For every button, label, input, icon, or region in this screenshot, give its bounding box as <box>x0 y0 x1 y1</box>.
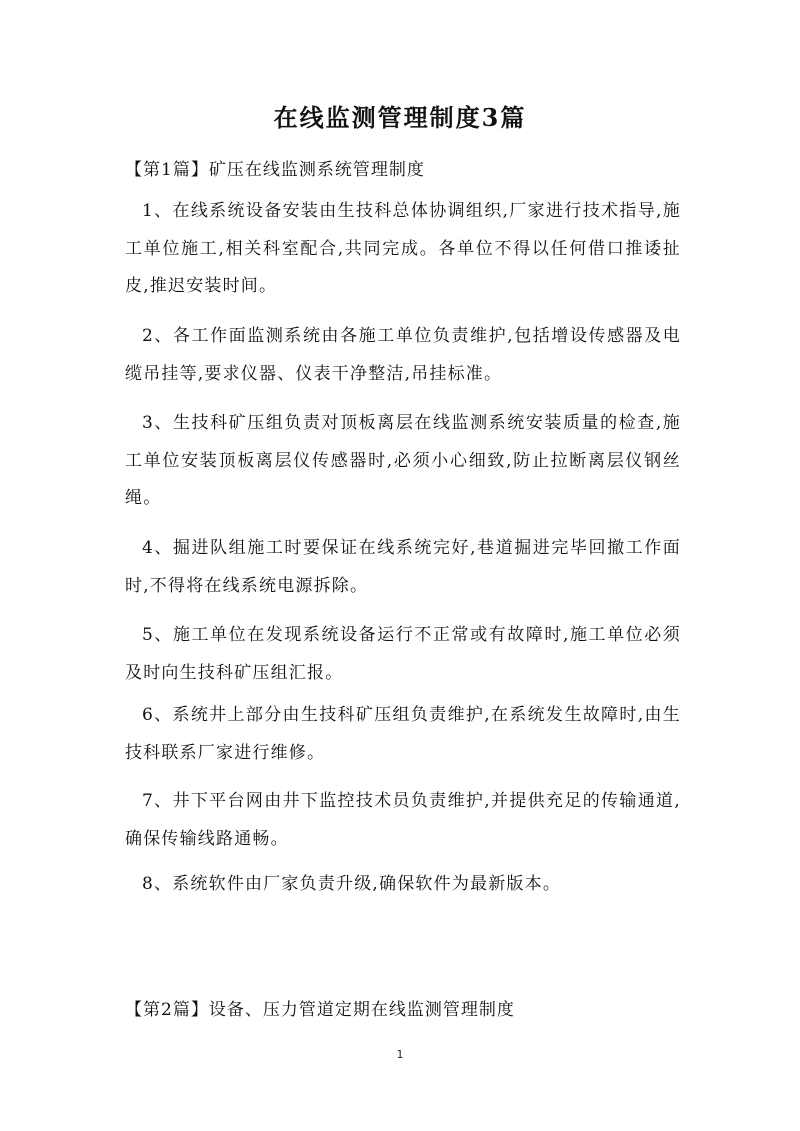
paragraph-5: 5、施工单位在发现系统设备运行不正常或有故障时,施工单位必须及时向生技科矿压组汇报。 <box>125 625 681 683</box>
document-title: 在线监测管理制度3篇 <box>273 103 527 132</box>
paragraph-4: 4、掘进队组施工时要保证在线系统完好,巷道掘进完毕回撤工作面时,不得将在线系统电源拆除。 <box>125 538 681 596</box>
paragraph-6: 6、系统井上部分由生技科矿压组负责维护,在系统发生故障时,由生技科联系厂家进行维修。 <box>125 705 681 763</box>
paragraph-8: 8、系统软件由厂家负责升级,确保软件为最新版本。 <box>142 874 562 894</box>
paragraph-1: 1、在线系统设备安装由生技科总体协调组织,厂家进行技术指导,施工单位施工,相关科室配合,共同完成。各单位不得以任何借口推诿扯皮,推迟安装时间。 <box>125 201 681 296</box>
paragraph-7: 7、井下平台网由井下监控技术员负责维护,并提供充足的传输通道,确保传输线路通畅。 <box>125 791 681 849</box>
paragraph-2: 2、各工作面监测系统由各施工单位负责维护,包括增设传感器及电缆吊挂等,要求仪器、仪表干净整洁,吊挂标准。 <box>125 326 681 384</box>
section-2-heading: 【第2篇】设备、压力管道定期在线监测管理制度 <box>125 1000 515 1020</box>
section-1-heading: 【第1篇】矿压在线监测系统管理制度 <box>125 160 425 180</box>
paragraph-3: 3、生技科矿压组负责对顶板离层在线监测系统安装质量的检查,施工单位安装顶板离层仪传感器时,必须小心细致,防止拉断离层仪钢丝绳。 <box>125 413 681 508</box>
page-number: 1 <box>396 1048 404 1061</box>
